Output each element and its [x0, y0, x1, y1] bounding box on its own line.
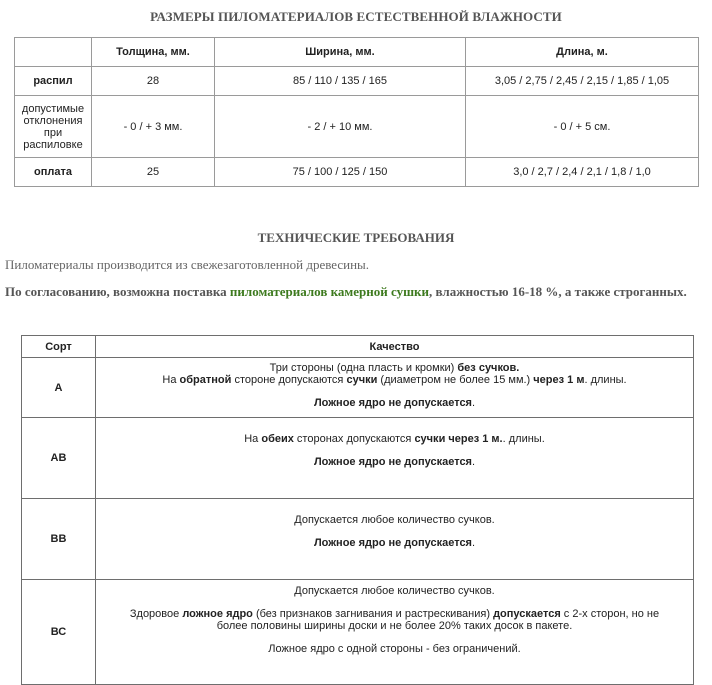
delivery-note-end: , влажностью 16-18 %, а также строганных. — [429, 284, 687, 299]
quality-cell — [96, 358, 694, 418]
row-label: оплата — [15, 158, 92, 187]
quality-line: Допускается любое количество сучков. — [294, 585, 495, 597]
quality-cell — [96, 580, 694, 685]
table-row — [15, 96, 699, 158]
table-row — [15, 158, 699, 187]
grade-header: Сорт — [22, 336, 96, 358]
sizes-header-row — [15, 38, 699, 67]
sizes-header-width: Ширина, мм. — [215, 38, 466, 67]
table-row — [22, 580, 694, 685]
sizes-header-empty — [15, 38, 92, 67]
kiln-dried-link[interactable]: пиломатериалов камерной сушки — [229, 284, 430, 299]
quality-cell — [96, 499, 694, 580]
quality-line: Три стороны (одна пласть и кромки) без сучков. — [269, 362, 520, 374]
sizes-title: РАЗМЕРЫ ПИЛОМАТЕРИАЛОВ ЕСТЕСТВЕННОЙ ВЛАЖНОСТИ — [150, 9, 562, 24]
material-note: Пиломатериалы производится из свежезаготовленной древесины. — [5, 257, 370, 272]
row-label: распил — [15, 67, 92, 96]
sizes-header-thickness: Толщина, мм. — [92, 38, 215, 67]
quality-line: Ложное ядро не допускается. — [313, 397, 476, 409]
quality-header: Качество — [96, 336, 694, 358]
table-row — [15, 67, 699, 96]
quality-header-row — [22, 336, 694, 358]
width-cell: - 2 / + 10 мм. — [215, 96, 466, 158]
thickness-cell: - 0 / + 3 мм. — [92, 96, 215, 158]
width-cell: 75 / 100 / 125 / 150 — [215, 158, 466, 187]
quality-line: Ложное ядро не допускается. — [313, 456, 476, 468]
quality-line: Допускается любое количество сучков. — [294, 514, 495, 526]
table-row — [22, 418, 694, 499]
quality-line: На обратной стороне допускаются сучки (диаметром не более 15 мм.) через 1 м. длины. — [162, 374, 627, 386]
length-cell: - 0 / + 5 см. — [466, 96, 699, 158]
delivery-note — [5, 284, 687, 300]
quality-cell — [96, 418, 694, 499]
thickness-cell: 28 — [92, 67, 215, 96]
delivery-note-start: По согласованию, возможна поставка — [5, 284, 230, 299]
sizes-header-length: Длина, м. — [466, 38, 699, 67]
grade-cell: ВВ — [22, 499, 96, 580]
quality-line: Ложное ядро с одной стороны - без ограничений. — [268, 643, 521, 655]
grade-cell: АВ — [22, 418, 96, 499]
table-row — [22, 358, 694, 418]
thickness-cell: 25 — [92, 158, 215, 187]
grade-cell: ВС — [22, 580, 96, 685]
sizes-table — [14, 37, 699, 187]
quality-line: На обеих сторонах допускаются сучки через 1 м.. длины. — [244, 433, 545, 445]
tech-requirements-title: ТЕХНИЧЕСКИЕ ТРЕБОВАНИЯ — [257, 230, 455, 245]
length-cell: 3,05 / 2,75 / 2,45 / 2,15 / 1,85 / 1,05 — [466, 67, 699, 96]
table-row — [22, 499, 694, 580]
width-cell: 85 / 110 / 135 / 165 — [215, 67, 466, 96]
row-label: допустимые отклонения при распиловке — [15, 96, 92, 158]
quality-line: Здоровое ложное ядро (без признаков загнивания и растрескивания) допускается с 2-х сторон, но не более половины ширины доски и не более 20% таких досок в пакете. — [129, 608, 660, 632]
quality-line: Ложное ядро не допускается. — [313, 537, 476, 549]
grade-cell: А — [22, 358, 96, 418]
quality-table — [21, 335, 694, 685]
length-cell: 3,0 / 2,7 / 2,4 / 2,1 / 1,8 / 1,0 — [466, 158, 699, 187]
